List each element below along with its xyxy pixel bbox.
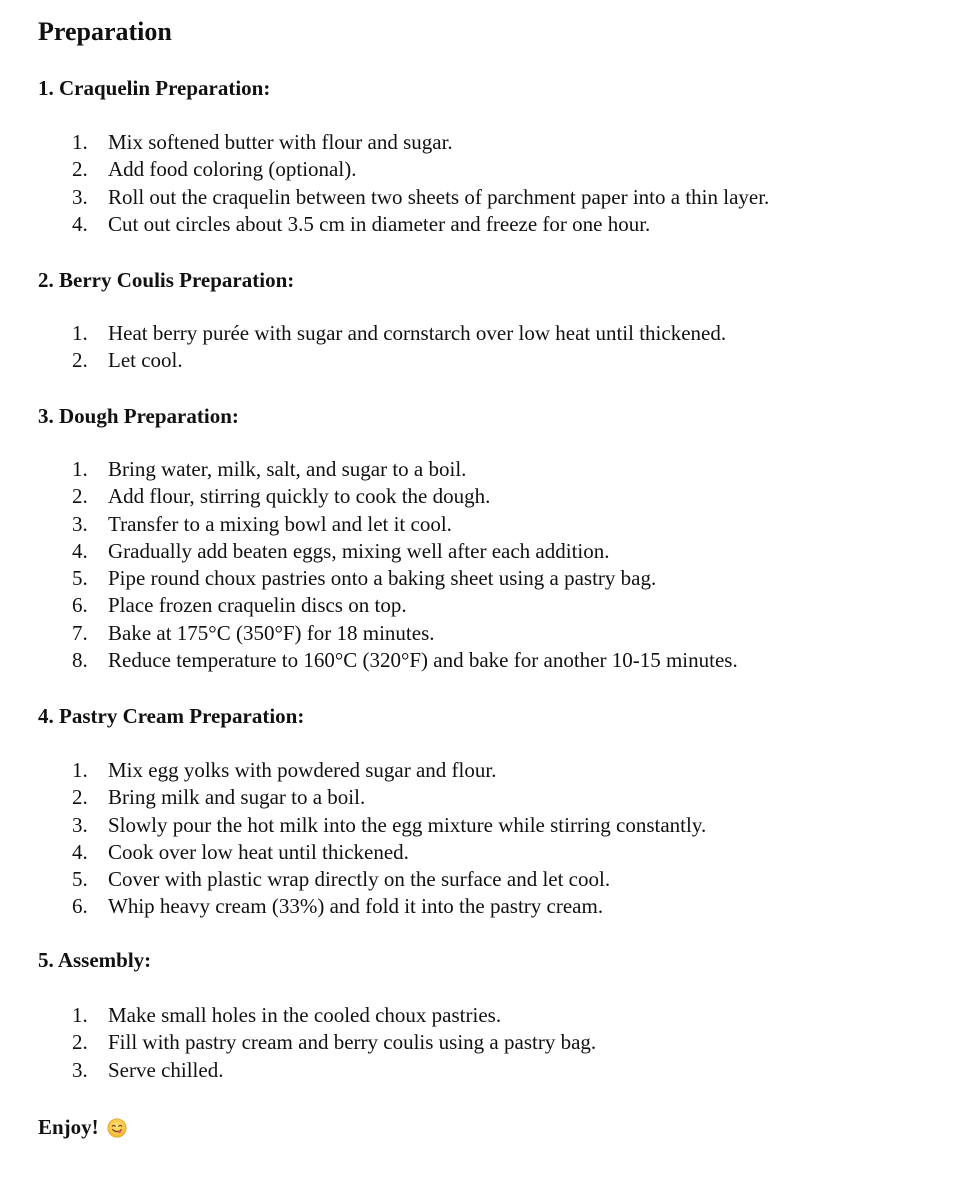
step-number: 4. [72, 839, 88, 864]
step-number: 4. [72, 538, 88, 563]
step-text: Bring milk and sugar to a boil. [108, 785, 366, 810]
section-heading-craquelin: 1. Craquelin Preparation: [38, 76, 271, 100]
step-number: 6. [72, 593, 88, 618]
step-number: 1. [72, 321, 88, 345]
step-text: Reduce temperature to 160°C (320°F) and bake for another 10-15 minutes. [108, 648, 738, 673]
step-number: 3. [72, 511, 88, 536]
step-text: Cook over low heat until thickened. [108, 839, 409, 864]
section-heading-pastry-cream: 4. Pastry Cream Preparation: [38, 704, 305, 728]
step-number: 5. [72, 867, 88, 892]
step-number: 2. [72, 484, 88, 509]
step-number: 5. [72, 566, 88, 591]
step-number: 1. [72, 130, 88, 154]
step-text: Mix softened butter with flour and sugar. [108, 130, 453, 154]
step-text: Mix egg yolks with powdered sugar and flour. [108, 758, 497, 782]
step-number: 3. [72, 184, 88, 209]
step-number: 2. [72, 1030, 88, 1055]
step-text: Roll out the craquelin between two sheets of parchment paper into a thin layer. [108, 184, 770, 209]
step-text: Slowly pour the hot milk into the egg mixture while stirring constantly. [108, 812, 707, 837]
step-text: Fill with pastry cream and berry coulis using a pastry bag. [108, 1030, 597, 1055]
page-title: Preparation [38, 17, 172, 46]
step-text: Whip heavy cream (33%) and fold it into the pastry cream. [108, 894, 604, 919]
step-text: Add food coloring (optional). [108, 157, 357, 182]
step-text: Pipe round choux pastries onto a baking sheet using a pastry bag. [108, 566, 657, 591]
section-heading-berry-coulis: 2. Berry Coulis Preparation: [38, 268, 295, 292]
step-text: Transfer to a mixing bowl and let it cool. [108, 511, 452, 536]
step-text: Add flour, stirring quickly to cook the dough. [108, 484, 491, 509]
step-text: Make small holes in the cooled choux pastries. [108, 1003, 502, 1027]
step-number: 3. [72, 1057, 88, 1082]
step-text: Bring water, milk, salt, and sugar to a boil. [108, 457, 467, 481]
section-heading-assembly: 5. Assembly: [38, 948, 152, 972]
section-heading-dough: 3. Dough Preparation: [38, 404, 239, 428]
smiling-face-savoring-food-icon [107, 1117, 127, 1137]
step-text: Cut out circles about 3.5 cm in diameter and freeze for one hour. [108, 211, 651, 236]
step-text: Bake at 175°C (350°F) for 18 minutes. [108, 620, 435, 645]
step-number: 4. [72, 211, 88, 236]
step-text: Serve chilled. [108, 1057, 224, 1082]
step-number: 2. [72, 348, 88, 373]
step-text: Cover with plastic wrap directly on the surface and let cool. [108, 867, 611, 892]
closing-text: Enjoy! [38, 1115, 99, 1139]
step-number: 1. [72, 1003, 88, 1027]
step-text: Place frozen craquelin discs on top. [108, 593, 407, 618]
closing-line [38, 1113, 127, 1141]
step-number: 2. [72, 785, 88, 810]
step-number: 8. [72, 648, 88, 673]
step-text: Heat berry purée with sugar and cornstarch over low heat until thickened. [108, 321, 727, 345]
step-number: 3. [72, 812, 88, 837]
step-number: 1. [72, 457, 88, 481]
step-text: Gradually add beaten eggs, mixing well after each addition. [108, 538, 610, 563]
step-number: 7. [72, 620, 88, 645]
step-number: 2. [72, 157, 88, 182]
step-number: 6. [72, 894, 88, 919]
step-text: Let cool. [108, 348, 183, 373]
step-number: 1. [72, 758, 88, 782]
